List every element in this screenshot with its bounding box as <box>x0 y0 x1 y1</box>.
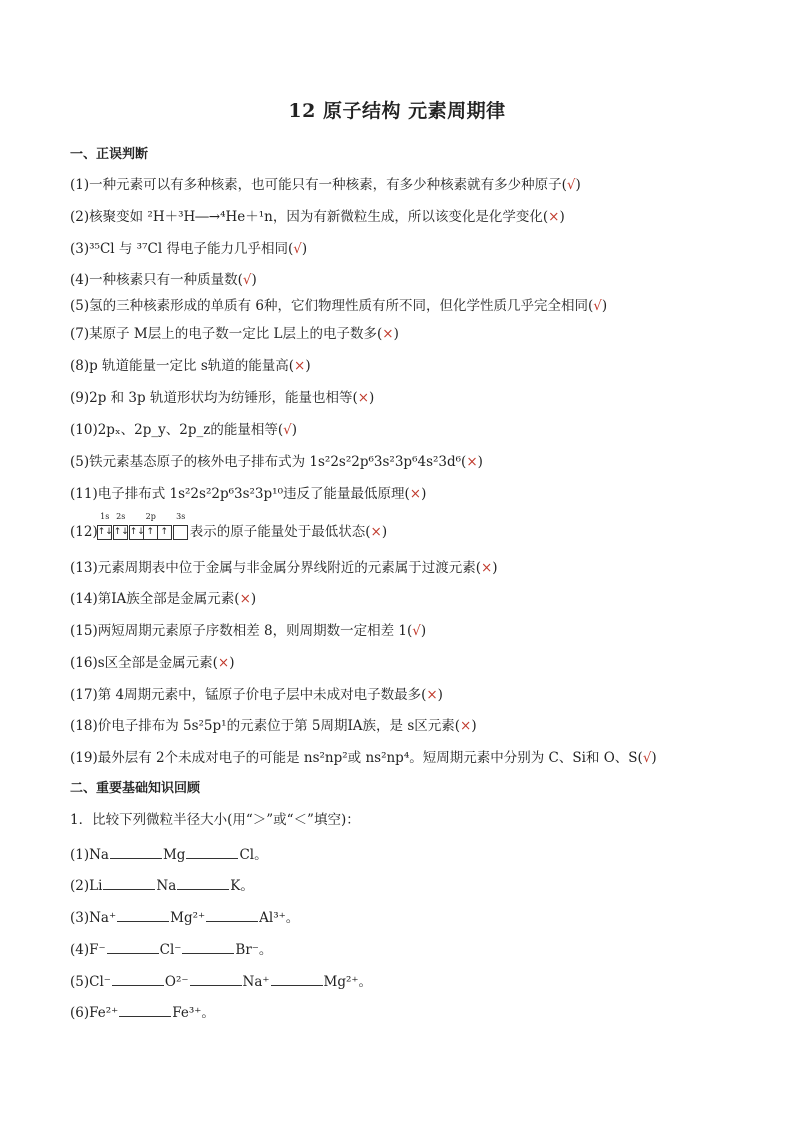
particle: Al³⁺。 <box>259 910 300 926</box>
section-heading-1: 一、正误判断 <box>70 147 149 162</box>
answer-blank[interactable] <box>271 974 323 986</box>
fill-in-4 <box>70 938 272 958</box>
orbital-2s: 2s ↑↓ <box>114 524 128 540</box>
particle: (1)Na <box>70 847 109 863</box>
judgment-item-8: (10)2pₓ、2p_y、2p_z的能量相等(√) <box>70 422 298 438</box>
item-text: (4)一种核素只有一种质量数( <box>70 272 243 288</box>
answer-blank[interactable] <box>177 878 229 890</box>
fill-in-2 <box>70 874 254 894</box>
particle: (2)Li <box>70 878 103 894</box>
particle: (6)Fe²⁺ <box>70 1005 119 1021</box>
fill-in-5 <box>70 970 372 990</box>
orbital-3s: 3s <box>174 524 188 540</box>
judgment-item-b-1: (14)第ⅠA族全部是金属元素(×) <box>70 591 257 607</box>
answer-mark: √ <box>593 298 602 314</box>
particle: Fe³⁺。 <box>172 1005 215 1021</box>
answer-mark: × <box>217 655 230 671</box>
fill-in-3 <box>70 906 299 926</box>
particle: Na <box>156 878 177 894</box>
section-heading-2: 二、重要基础知识回顾 <box>70 781 201 796</box>
answer-mark: × <box>357 390 370 406</box>
orbital-2p: 2p ↑↓ ↑ ↑ <box>130 524 172 540</box>
item-text: (18)价电子排布为 5s²5p¹的元素位于第 5周期ⅠA族，是 s区元素( <box>70 718 461 734</box>
answer-blank[interactable] <box>112 974 164 986</box>
item-text: (2)核聚变如 ²H＋³H―→⁴He＋¹n，因为有新微粒生成，所以该变化是化学变化( <box>70 209 549 225</box>
judgment-item-b-2: (15)两短周期元素原子序数相差 8，则周期数一定相差 1(√) <box>70 623 427 639</box>
answer-mark: √ <box>293 241 302 257</box>
judgment-item-9: (5)铁元素基态原子的核外电子排布式为 1s²2s²2p⁶3s²3p⁶4s²3d⁶(×) <box>70 454 483 470</box>
particle: Cl。 <box>239 847 268 863</box>
judgment-item-5: (7)某原子 M层上的电子数一定比 L层上的电子数多(×) <box>70 326 399 342</box>
answer-blank[interactable] <box>182 942 234 954</box>
item-12-mark: × <box>370 524 382 540</box>
item-text: (14)第ⅠA族全部是金属元素( <box>70 591 240 607</box>
item-12-text: 表示的原子能量处于最低状态( <box>189 524 371 540</box>
orbital-1s: 1s ↑↓ <box>98 524 112 540</box>
item-text: (3)³⁵Cl 与 ³⁷Cl 得电子能力几乎相同( <box>70 241 294 257</box>
particle: K。 <box>230 878 254 894</box>
answer-blank[interactable] <box>190 974 242 986</box>
particle: Mg <box>162 847 186 863</box>
item-text: (19)最外层有 2个未成对电子的可能是 ns²np²或 ns²np⁴。短周期元素中分别为 C、Si和 O、S( <box>70 750 643 766</box>
judgment-item-2: (3)³⁵Cl 与 ³⁷Cl 得电子能力几乎相同(√) <box>70 241 308 257</box>
answer-blank[interactable] <box>110 847 162 859</box>
item-text: (17)第 4周期元素中，锰原子价电子层中未成对电子数最多( <box>70 687 427 703</box>
answer-mark: × <box>466 454 478 470</box>
fill-in-1 <box>70 843 268 863</box>
item-text: (8)p 轨道能量一定比 s轨道的能量高( <box>70 358 295 374</box>
judgment-item-0: (1)一种元素可以有多种核素，也可能只有一种核素，有多少种核素就有多少种原子(√) <box>70 177 581 193</box>
answer-blank[interactable] <box>107 942 159 954</box>
item-text: (7)某原子 M层上的电子数一定比 L层上的电子数多( <box>70 326 383 342</box>
particle: Mg²⁺ <box>170 910 206 926</box>
answer-mark: √ <box>642 750 652 766</box>
item-text: (1)一种元素可以有多种核素，也可能只有一种核素，有多少种核素就有多少种原子( <box>70 177 567 193</box>
answer-blank[interactable] <box>206 910 258 922</box>
answer-mark: × <box>382 326 394 342</box>
answer-blank[interactable] <box>103 878 155 890</box>
judgment-item-7: (9)2p 和 3p 轨道形状均为纺锤形，能量也相等(×) <box>70 390 375 406</box>
particle: (3)Na⁺ <box>70 910 117 926</box>
particle: O²⁻ <box>164 974 189 990</box>
judgment-item-4: (5)氢的三种核素形成的单质有 6种，它们物理性质有所不同，但化学性质几乎完全相同(√) <box>70 298 608 314</box>
item-text: (5)氢的三种核素形成的单质有 6种，它们物理性质有所不同，但化学性质几乎完全相同( <box>70 298 594 314</box>
judgment-item-b-0: (13)元素周期表中位于金属与非金属分界线附近的元素属于过渡元素(×) <box>70 560 498 576</box>
answer-blank[interactable] <box>186 847 238 859</box>
answer-blank[interactable] <box>119 1005 171 1017</box>
particle: Br⁻。 <box>235 942 273 958</box>
particle: Na⁺ <box>242 974 270 990</box>
answer-mark: √ <box>566 177 576 193</box>
judgment-item-b-4: (17)第 4周期元素中，锰原子价电子层中未成对电子数最多(×) <box>70 687 443 703</box>
item-text: (16)s区全部是金属元素( <box>70 655 218 671</box>
answer-mark: √ <box>283 422 292 438</box>
item-text: (10)2pₓ、2p_y、2p_z的能量相等( <box>70 422 284 438</box>
judgment-item-1: (2)核聚变如 ²H＋³H―→⁴He＋¹n，因为有新微粒生成，所以该变化是化学变化(×) <box>70 209 565 225</box>
particle: (4)F⁻ <box>70 942 106 958</box>
item-text: (13)元素周期表中位于金属与非金属分界线附近的元素属于过渡元素( <box>70 560 481 576</box>
answer-mark: × <box>480 560 493 576</box>
particle: Mg²⁺。 <box>323 974 373 990</box>
answer-mark: × <box>460 718 472 734</box>
answer-mark: √ <box>412 623 421 639</box>
item-text: (11)电子排布式 1s²2s²2p⁶3s²3p¹⁰违反了能量最低原理( <box>70 486 410 502</box>
particle: (5)Cl⁻ <box>70 974 111 990</box>
judgment-item-b-6: (19)最外层有 2个未成对电子的可能是 ns²np²或 ns²np⁴。短周期元素中分别为 C、Si和 O、S(√) <box>70 750 657 766</box>
judgment-item-b-3: (16)s区全部是金属元素(×) <box>70 655 235 671</box>
item-12-prefix: (12) <box>70 524 98 540</box>
answer-mark: × <box>548 209 560 225</box>
answer-blank[interactable] <box>117 910 169 922</box>
answer-mark: × <box>294 358 306 374</box>
item-12: (12) 1s ↑↓ 2s ↑↓ 2p ↑↓ ↑ ↑ 3s 表示的原子能量处于最低状态(×) <box>70 512 388 540</box>
particle: Cl⁻ <box>159 942 182 958</box>
item-text: (15)两短周期元素原子序数相差 8，则周期数一定相差 1( <box>70 623 413 639</box>
question-1: 1．比较下列微粒半径大小(用“＞”或“＜”填空)： <box>70 812 360 828</box>
item-text: (9)2p 和 3p 轨道形状均为纺锤形，能量也相等( <box>70 390 358 406</box>
page-title: 12 原子结构 元素周期律 <box>288 100 506 122</box>
answer-mark: × <box>426 687 438 703</box>
judgment-item-3: (4)一种核素只有一种质量数(√) <box>70 272 257 288</box>
item-text: (5)铁元素基态原子的核外电子排布式为 1s²2s²2p⁶3s²3p⁶4s²3d⁶( <box>70 454 467 470</box>
orbital-diagram <box>97 512 190 540</box>
judgment-item-6: (8)p 轨道能量一定比 s轨道的能量高(×) <box>70 358 311 374</box>
answer-mark: √ <box>242 272 252 288</box>
answer-mark: × <box>239 591 251 607</box>
fill-in-6 <box>70 1001 215 1021</box>
judgment-item-10: (11)电子排布式 1s²2s²2p⁶3s²3p¹⁰违反了能量最低原理(×) <box>70 486 427 502</box>
answer-mark: × <box>409 486 422 502</box>
judgment-item-b-5: (18)价电子排布为 5s²5p¹的元素位于第 5周期ⅠA族，是 s区元素(×) <box>70 718 477 734</box>
